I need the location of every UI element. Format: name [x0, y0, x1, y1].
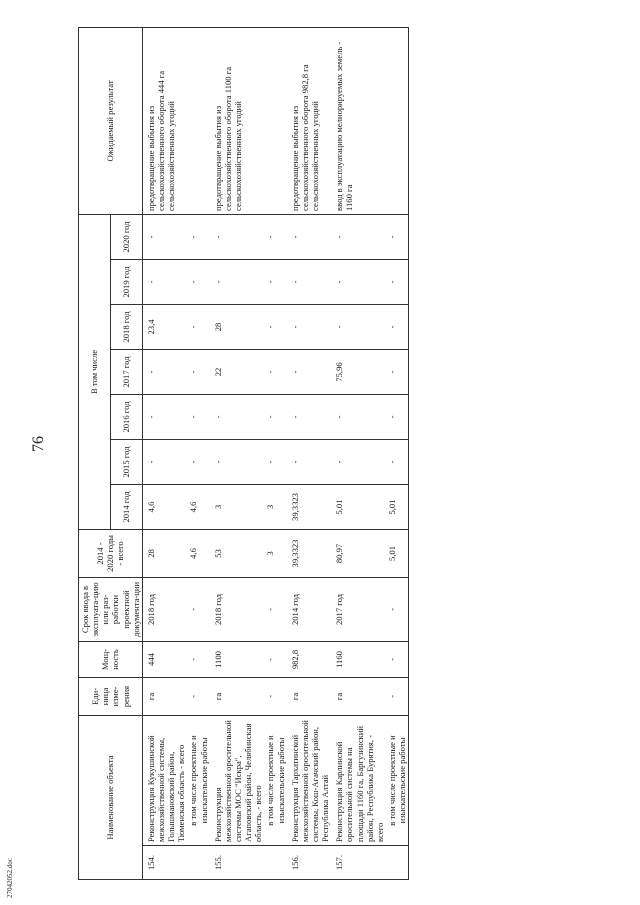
- table-row: [331, 27, 386, 879]
- year-2016-cell: -: [287, 394, 332, 439]
- year-2017-cell: -: [142, 349, 187, 394]
- total-cell: 3: [264, 529, 286, 577]
- period-cell: 2018 год: [142, 577, 187, 641]
- header-year-2018: 2018 год: [110, 304, 142, 349]
- year-2018-cell: -: [331, 304, 386, 349]
- year-2015-cell: -: [386, 439, 409, 484]
- year-2014-cell: 3: [210, 484, 265, 529]
- header-year-2015: 2015 год: [110, 439, 142, 484]
- year-2019-cell: -: [187, 259, 209, 304]
- total-cell: 5,01: [386, 529, 409, 577]
- object-name-cell: Реконструкция межхозяйственной оросительной системы МОС "Искра", Агаповский район, Челябинская область, - всего: [210, 715, 265, 845]
- year-2014-cell: 5,01: [386, 484, 409, 529]
- year-2016-cell: -: [187, 394, 209, 439]
- unit-cell: -: [386, 677, 409, 715]
- header-object-name: Наименование объекта: [79, 715, 143, 879]
- object-name-cell: Реконструкция Кукушинской межхозяйственной системы, Голышмановский район, Тюменская область - всего: [142, 715, 187, 845]
- unit-cell: -: [187, 677, 209, 715]
- total-cell: 80,97: [331, 529, 386, 577]
- header-year-2014: 2014 год: [110, 484, 142, 529]
- table-row: [210, 27, 265, 879]
- unit-cell: га: [287, 677, 332, 715]
- year-2019-cell: -: [142, 259, 187, 304]
- header-total-2014-2020: 2014 - 2020 годы - всего: [79, 529, 143, 577]
- year-2018-cell: -: [187, 304, 209, 349]
- row-number: 156.: [287, 846, 332, 880]
- year-2014-cell: 4,6: [142, 484, 187, 529]
- year-2015-cell: -: [287, 439, 332, 484]
- year-2015-cell: -: [264, 439, 286, 484]
- capacity-cell: 982,8: [287, 641, 332, 677]
- header-including: В том числе: [79, 214, 111, 529]
- capacity-cell: 444: [142, 641, 187, 677]
- capacity-cell: -: [264, 641, 286, 677]
- capacity-cell: 1160: [331, 641, 386, 677]
- object-name-cell: Реконструкция Тархатинской межхозяйственной оросительной системы, Кош-Агачский район, Республика Алтай: [287, 715, 332, 845]
- table-row: [187, 27, 209, 879]
- total-cell: 39,3323: [287, 529, 332, 577]
- period-cell: -: [187, 577, 209, 641]
- table-row: [264, 27, 286, 879]
- year-2018-cell: 23,4: [142, 304, 187, 349]
- period-cell: -: [386, 577, 409, 641]
- year-2018-cell: 28: [210, 304, 265, 349]
- year-2014-cell: 4,6: [187, 484, 209, 529]
- object-name-cell: в том числе проектные и изыскательские работы: [187, 715, 209, 845]
- year-2020-cell: -: [210, 214, 265, 259]
- year-2018-cell: -: [264, 304, 286, 349]
- expected-result-cell: [187, 27, 209, 214]
- year-2019-cell: -: [287, 259, 332, 304]
- year-2019-cell: -: [386, 259, 409, 304]
- expected-result-cell: ввод в эксплуатацию мелиорируемых земель - 1160 га: [331, 27, 386, 214]
- object-name-cell: в том числе проектные и изыскательские работы: [264, 715, 286, 845]
- investment-objects-table: [78, 27, 409, 880]
- expected-result-cell: [264, 27, 286, 214]
- unit-cell: га: [331, 677, 386, 715]
- year-2017-cell: -: [386, 349, 409, 394]
- table-row: [386, 27, 409, 879]
- year-2020-cell: -: [331, 214, 386, 259]
- year-2016-cell: -: [386, 394, 409, 439]
- year-2016-cell: -: [264, 394, 286, 439]
- year-2020-cell: -: [264, 214, 286, 259]
- year-2020-cell: -: [287, 214, 332, 259]
- year-2019-cell: -: [331, 259, 386, 304]
- row-number: 157.: [331, 846, 386, 880]
- header-year-2017: 2017 год: [110, 349, 142, 394]
- page-number: 76: [30, 436, 47, 452]
- row-number: 155.: [210, 846, 265, 880]
- year-2015-cell: -: [210, 439, 265, 484]
- year-2019-cell: -: [210, 259, 265, 304]
- period-cell: 2018 год: [210, 577, 265, 641]
- unit-cell: -: [264, 677, 286, 715]
- year-2020-cell: -: [142, 214, 187, 259]
- header-year-2016: 2016 год: [110, 394, 142, 439]
- header-year-2020: 2020 год: [110, 214, 142, 259]
- rotated-document-body: [78, 28, 608, 880]
- table-body: [142, 27, 408, 879]
- object-name-cell: Реконструкция Карлинской оросительной системы на площади 1160 га, Баргузинский район, Республика Бурятия, - всего: [331, 715, 386, 845]
- expected-result-cell: [386, 27, 409, 214]
- header-capacity: Мощ-ность: [79, 641, 143, 677]
- header-commissioning-period: Срок ввода в эксплуата-цию или раз-работки проектной документа-ции: [79, 577, 143, 641]
- capacity-cell: -: [187, 641, 209, 677]
- year-2014-cell: 39,3323: [287, 484, 332, 529]
- year-2015-cell: -: [331, 439, 386, 484]
- period-cell: -: [264, 577, 286, 641]
- period-cell: 2014 год: [287, 577, 332, 641]
- total-cell: 28: [142, 529, 187, 577]
- footer-document-code: 27042052.doc: [6, 858, 14, 898]
- header-expected-result: Ожидаемый результат: [79, 27, 143, 214]
- year-2017-cell: -: [187, 349, 209, 394]
- table-header: [79, 27, 143, 879]
- header-year-2019: 2019 год: [110, 259, 142, 304]
- row-number: 154.: [142, 846, 187, 880]
- table-row: [142, 27, 187, 879]
- row-number: [187, 846, 209, 880]
- object-name-cell: в том числе проектные и изыскательские работы: [386, 715, 409, 845]
- total-cell: 4,6: [187, 529, 209, 577]
- year-2015-cell: -: [142, 439, 187, 484]
- unit-cell: га: [142, 677, 187, 715]
- year-2016-cell: -: [142, 394, 187, 439]
- year-2016-cell: -: [331, 394, 386, 439]
- year-2019-cell: -: [264, 259, 286, 304]
- year-2018-cell: -: [287, 304, 332, 349]
- capacity-cell: -: [386, 641, 409, 677]
- expected-result-cell: предотвращение выбытия из сельскохозяйственного оборота 444 га сельскохозяйственных угодий: [142, 27, 187, 214]
- year-2018-cell: -: [386, 304, 409, 349]
- year-2017-cell: 22: [210, 349, 265, 394]
- unit-cell: га: [210, 677, 265, 715]
- year-2020-cell: -: [187, 214, 209, 259]
- period-cell: 2017 год: [331, 577, 386, 641]
- expected-result-cell: предотвращение выбытия из сельскохозяйственного оборота 1100 га сельскохозяйственных угодий: [210, 27, 265, 214]
- row-number: [264, 846, 286, 880]
- expected-result-cell: предотвращение выбытия из сельскохозяйственного оборота 982,8 га сельскохозяйственных угодий: [287, 27, 332, 214]
- total-cell: 53: [210, 529, 265, 577]
- header-unit: Еди-ница изме-рения: [79, 677, 143, 715]
- year-2014-cell: 3: [264, 484, 286, 529]
- year-2014-cell: 5,01: [331, 484, 386, 529]
- year-2015-cell: -: [187, 439, 209, 484]
- row-number: [386, 846, 409, 880]
- year-2017-cell: 75,96: [331, 349, 386, 394]
- year-2020-cell: -: [386, 214, 409, 259]
- table-row: [287, 27, 332, 879]
- year-2017-cell: -: [264, 349, 286, 394]
- year-2017-cell: -: [287, 349, 332, 394]
- year-2016-cell: -: [210, 394, 265, 439]
- capacity-cell: 1100: [210, 641, 265, 677]
